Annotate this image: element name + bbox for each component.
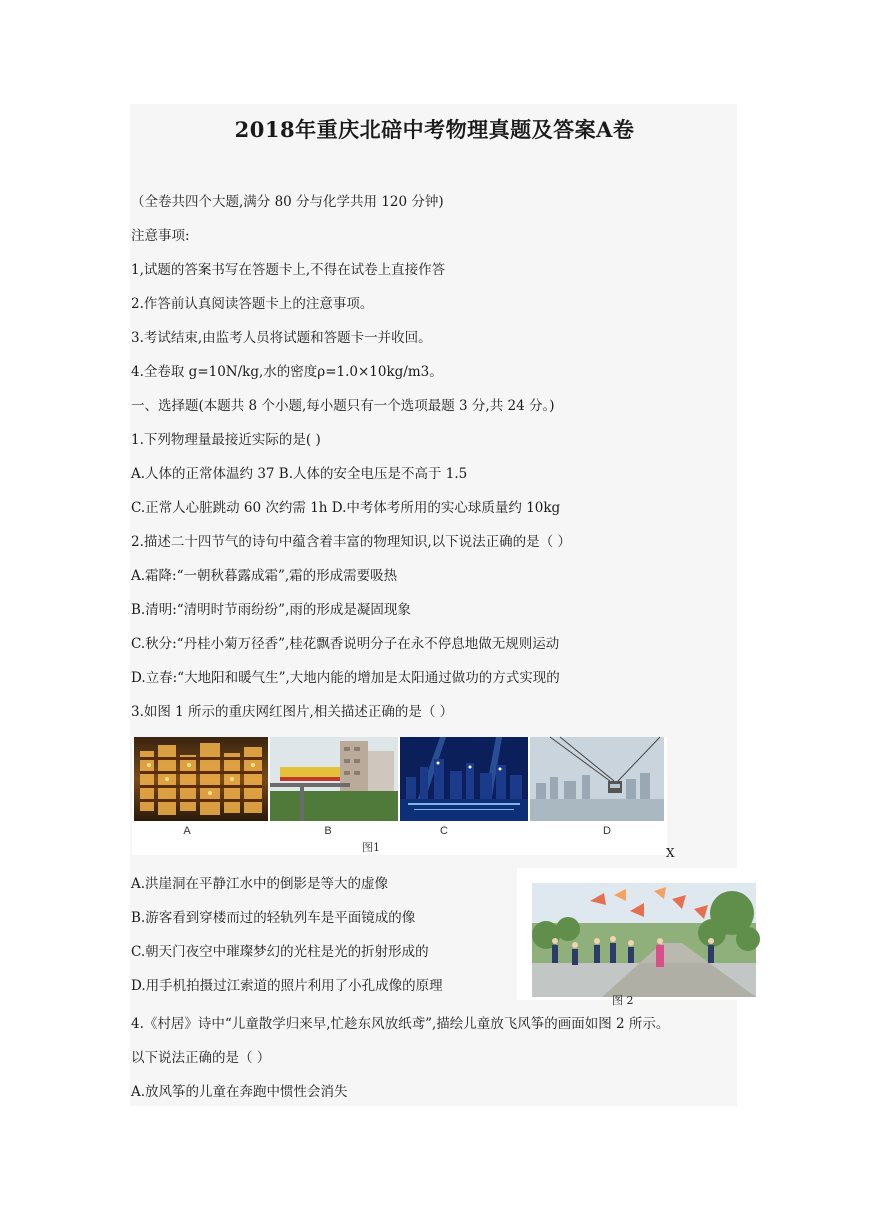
question-4: 4.《村居》诗中“儿童散学归来早,忙趁东风放纸鸢”,描绘儿童放飞风筝的画面如图 2 所示。: [131, 1016, 670, 1032]
question-3-option-a: A.洪崖洞在平静江水中的倒影是等大的虚像: [131, 876, 389, 892]
question-3-option-b: B.游客看到穿楼而过的轻轨列车是平面镜成的像: [131, 910, 416, 926]
question-1: 1.下列物理量最接近实际的是( ): [131, 432, 321, 448]
photo-kite-children: [532, 883, 756, 997]
question-4-prompt: 以下说法正确的是（ ）: [131, 1050, 271, 1066]
stray-mark: X: [666, 846, 675, 860]
figure-1-caption: 图1: [362, 841, 380, 854]
notice-heading: 注意事项:: [131, 228, 190, 244]
question-2-option-a: A.霜降:“一朝秋暮露成霜”,霜的形成需要吸热: [131, 568, 398, 584]
figure-1-label-d: D: [603, 825, 611, 837]
notice-item-4: 4.全卷取 g=10N/kg,水的密度ρ=1.0×10kg/m3。: [131, 364, 443, 380]
photo-b-light-rail: [270, 737, 398, 821]
exam-info: （全卷共四个大题,满分 80 分与化学共用 120 分钟): [131, 194, 444, 210]
question-3-option-d: D.用手机拍摄过江索道的照片利用了小孔成像的原理: [131, 978, 443, 994]
question-1-options-ab: A.人体的正常体温约 37 B.人体的安全电压是不高于 1.5: [131, 466, 468, 482]
question-2: 2.描述二十四节气的诗句中蕴含着丰富的物理知识,以下说法正确的是（ ）: [131, 534, 571, 550]
photo-c-chaotianmen-night: [400, 737, 528, 821]
figure-2-caption: [612, 992, 634, 1000]
question-4-option-a: A.放风筝的儿童在奔跑中惯性会消失: [131, 1084, 348, 1100]
question-1-options-cd: C.正常人心脏跳动 60 次约需 1h D.中考体考所用的实心球质量约 10kg: [131, 500, 561, 516]
notice-item-2: 2.作答前认真阅读答题卡上的注意事项。: [131, 296, 374, 312]
question-2-option-d: D.立春:“大地阳和暖气生”,大地内能的增加是太阳通过做功的方式实现的: [131, 670, 560, 686]
figure-1-label-c: C: [440, 825, 448, 837]
question-3-option-c: C.朝天门夜空中璀璨梦幻的光柱是光的折射形成的: [131, 944, 429, 960]
section-heading: 一、选择题(本题共 8 个小题,每小题只有一个选项最题 3 分,共 24 分。): [131, 398, 555, 414]
notice-item-1: 1,试题的答案书写在答题卡上,不得在试卷上直接作答: [131, 262, 446, 278]
figure-1-label-a: A: [183, 825, 191, 837]
document-title: 2018年重庆北碚中考物理真题及答案A卷: [234, 117, 635, 142]
figure-2: [517, 868, 767, 1000]
figure-1-label-b: B: [324, 825, 332, 837]
photo-d-cableway: [530, 737, 664, 821]
question-3: 3.如图 1 所示的重庆网红图片,相关描述正确的是（ ）: [131, 704, 454, 720]
notice-item-3: 3.考试结束,由监考人员将试题和答题卡一并收回。: [131, 330, 432, 346]
photo-a-hongyadong: [134, 737, 268, 821]
figure-1: [132, 737, 667, 855]
question-2-option-b: B.清明:“清明时节雨纷纷”,雨的形成是凝固现象: [131, 602, 411, 618]
question-2-option-c: C.秋分:“丹桂小菊万径香”,桂花飘香说明分子在永不停息地做无规则运动: [131, 636, 560, 652]
